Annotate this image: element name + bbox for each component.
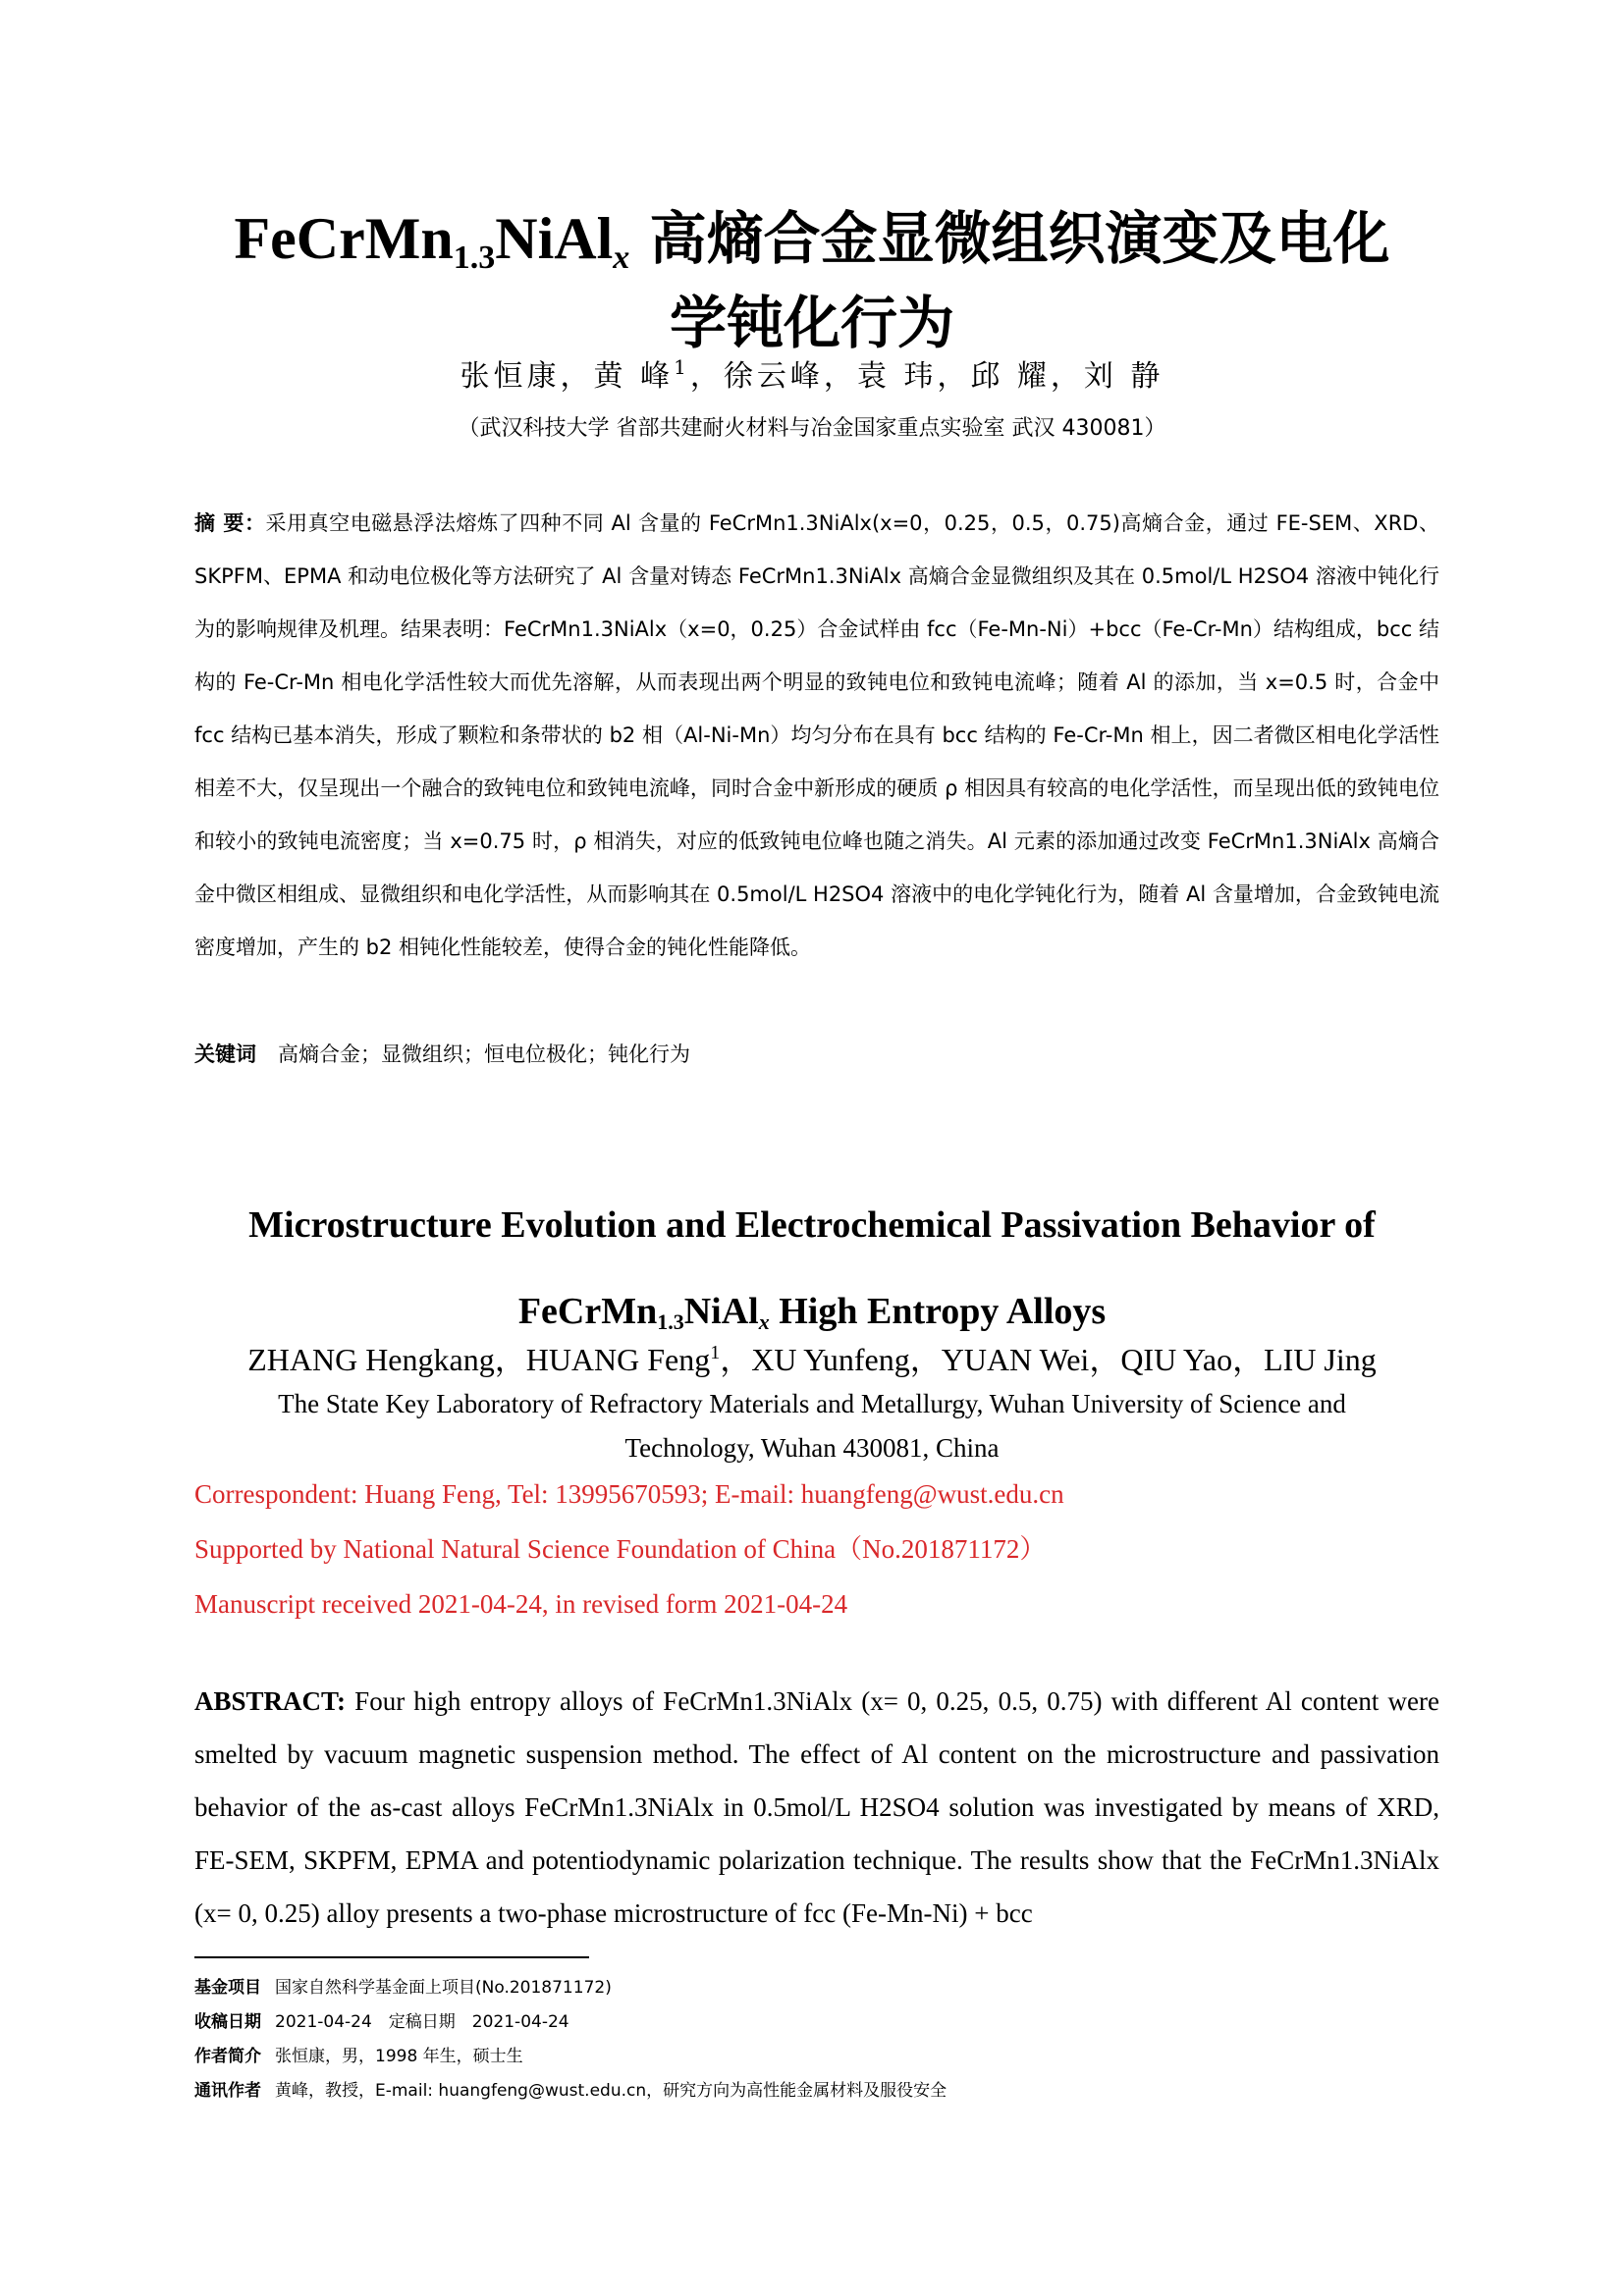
en-received-date: Manuscript received 2021-04-24, in revised form 2021-04-24: [194, 1589, 848, 1619]
en-title-line2: FeCrMn$_{1.3}$NiAl$_x$ High Entropy Alloys: [517, 1291, 1107, 1334]
cn-keywords: [194, 1033, 1439, 1076]
en-title-line1: Microstructure Evolution and Electrochemical Passivation Behavior of: [248, 1204, 1376, 1246]
en-correspondent: Correspondent: Huang Feng, Tel: 13995670593; E-mail: huangfeng@wust.edu.cn: [194, 1479, 1064, 1509]
cn-authors: 张恒康，黄 峰$^1$，徐云峰，袁 玮，邱 耀，刘 静: [460, 355, 1164, 394]
cn-title-line1: FeCrMn$_{1.3}$NiAl$_x$ 高熵合金显微组织演变及电化: [234, 205, 1390, 276]
footnote-dates: 收稿日期 2021-04-24 定稿日期 2021-04-24: [194, 2012, 569, 2032]
footnote-funding: 基金项目 国家自然科学基金面上项目(No.201871172): [194, 1978, 612, 1998]
cn-title-formula: FeCrMn$_{1.3}$NiAl$_x$: [234, 206, 630, 276]
en-affiliation: The State Key Laboratory of Refractory Materials and Metallurgy, Wuhan University of Science and Technology, Wuhan 430081, China: [278, 1389, 1346, 1463]
cn-keywords-label: 关键词: [194, 1042, 256, 1066]
footnote-correspondent: 通讯作者 黄峰，教授，E-mail: huangfeng@wust.edu.cn，研究方向为高性能金属材料及服役安全: [194, 2081, 947, 2101]
en-authors: ZHANG Hengkang，HUANG Feng$^1$，XU Yunfeng，YUAN Wei，QIU Yao，LIU Jing: [247, 1342, 1377, 1377]
footnote-author-bio: 作者简介 张恒康，男，1998 年生，硕士生: [194, 2047, 523, 2066]
footnote-rule: [194, 1956, 589, 1958]
en-abstract-text: Four high entropy alloys of FeCrMn1.3NiAlx (x= 0, 0.25, 0.5, 0.75) with different Al content were smelted by vacuum magnetic suspension method. The effect of Al content on the microstructure and passivation behavior of the as-cast alloys FeCrMn1.3NiAlx in 0.5mol/L H2SO4 solution was investigated by means of XRD, FE-SEM, SKPFM, EPMA and potentiodynamic polarization technique. The results show that the FeCrMn1.3NiAlx (x= 0, 0.25) alloy presents a two-phase microstructure of fcc (Fe-Mn-Ni) + bcc: [194, 1686, 1439, 1928]
en-abstract-label: ABSTRACT:: [194, 1686, 347, 1716]
cn-title-line2: 学钝化行为: [669, 290, 954, 356]
footnotes: [194, 1971, 1439, 2109]
en-funding: Supported by National Natural Science Foundation of China（No.201871172）: [194, 1534, 1047, 1564]
en-title: [157, 1182, 1467, 1355]
cn-title: [118, 196, 1506, 365]
en-abstract: [194, 1675, 1439, 1940]
cn-abstract-label: 摘 要：: [194, 511, 266, 535]
cn-affiliation: （武汉科技大学 省部共建耐火材料与冶金国家重点实验室 武汉 430081）: [458, 416, 1166, 441]
cn-keywords-text: 高熵合金；显微组织；恒电位极化；钝化行为: [278, 1042, 690, 1066]
cn-abstract: [194, 497, 1439, 974]
cn-abstract-text: 采用真空电磁悬浮法熔炼了四种不同 Al 含量的 FeCrMn1.3NiAlx(x=0，0.25，0.5，0.75)高熵合金，通过 FE-SEM、XRD、SKPFM、EPMA 和动电位极化等方法研究了 Al 含量对铸态 FeCrMn1.3NiAlx 高熵合金显微组织及其在 0.5mol/L H2SO4 溶液中钝化行为的影响规律及机理。结果表明：FeCrMn1.3NiAlx（x=0，0.25）合金试样由 fcc（Fe-Mn-Ni）+bcc（Fe-Cr-Mn）结构组成，bcc 结构的 Fe-Cr-Mn 相电化学活性较大而优先溶解，从而表现出两个明显的致钝电位和致钝电流峰；随着 Al 的添加，当 x=0.5 时，合金中 fcc 结构已基本消失，形成了颗粒和条带状的 b2 相（Al-Ni-Mn）均匀分布在具有 bcc 结构的 Fe-Cr-Mn 相上，因二者微区相电化学活性相差不大，仅呈现出一个融合的致钝电位和致钝电流峰，同时合金中新形成的硬质 ρ 相因具有较高的电化学活性，而呈现出低的致钝电位和较小的致钝电流密度；当 x=0.75 时，ρ 相消失，对应的低致钝电位峰也随之消失。Al 元素的添加通过改变 FeCrMn1.3NiAlx 高熵合金中微区相组成、显微组织和电化学活性，从而影响其在 0.5mol/L H2SO4 溶液中的电化学钝化行为，随着 Al 含量增加，合金致钝电流密度增加，产生的 b2 相钝化性能较差，使得合金的钝化性能降低。: [194, 511, 1440, 959]
